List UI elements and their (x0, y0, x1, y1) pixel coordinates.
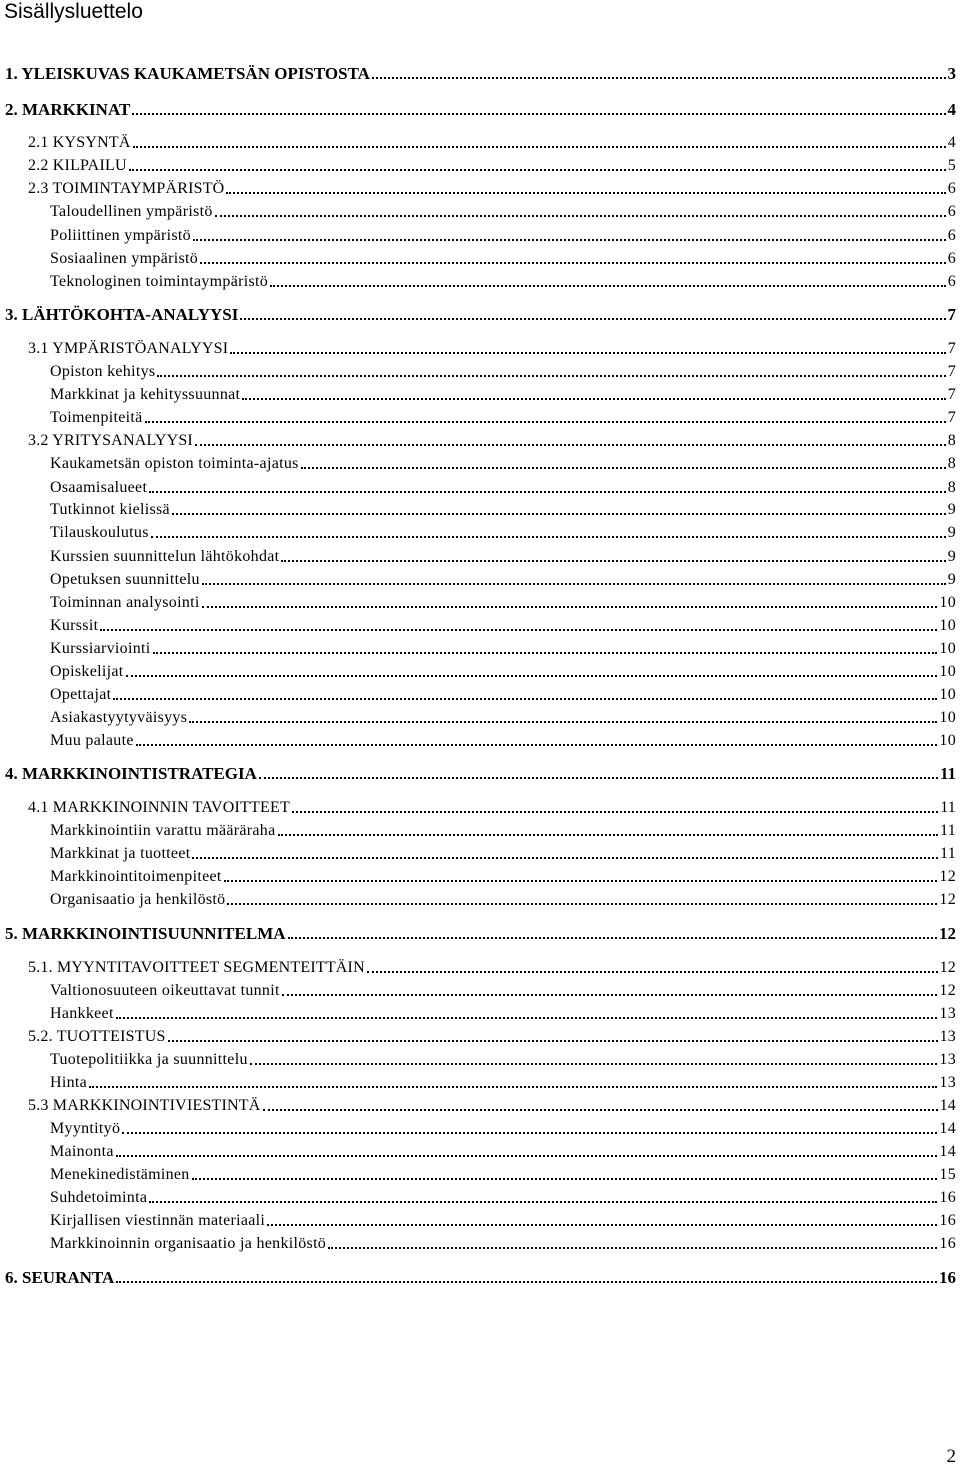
toc-entry-title: Asiakastyytyväisyys (50, 709, 188, 726)
toc-entry[interactable] (5, 923, 956, 945)
dot-leader (202, 606, 938, 608)
toc-entry-title: Osaamisalueet (50, 479, 148, 496)
dot-leader (215, 215, 946, 217)
dot-leader (149, 491, 945, 493)
toc-entry[interactable] (50, 407, 956, 429)
toc-entry-page: 10 (939, 640, 956, 657)
toc-entry-page: 10 (939, 617, 956, 634)
dot-leader (89, 1086, 937, 1088)
toc-entry[interactable] (5, 63, 956, 85)
dot-leader (122, 1132, 937, 1134)
toc-entry[interactable] (50, 980, 956, 1002)
toc-entry[interactable] (50, 546, 956, 568)
dot-leader (168, 1040, 938, 1042)
dot-leader (226, 192, 945, 194)
toc-entry-title: Tilauskoulutus (50, 524, 149, 541)
toc-entry-page: 9 (947, 571, 956, 588)
toc-entry-title: Opettajat (50, 686, 112, 703)
toc-entry-page: 7 (947, 363, 956, 380)
toc-entry-page: 4 (947, 100, 956, 119)
toc-entry-title: 5.3 MARKKINOINTIVIESTINTÄ (28, 1097, 261, 1114)
toc-entry-title: Opiskelijat (50, 663, 124, 680)
dot-leader (281, 560, 945, 562)
toc-entry[interactable] (50, 201, 956, 223)
toc-entry[interactable] (50, 1164, 956, 1186)
toc-entry[interactable] (5, 99, 956, 121)
toc-entry-page: 13 (939, 1051, 956, 1068)
dot-leader (149, 1201, 937, 1203)
toc-entry-title: Toimenpiteitä (50, 409, 143, 426)
toc-entry-title: Tutkinnot kielissä (50, 501, 170, 518)
toc-entry-page: 9 (947, 524, 956, 541)
toc-entry-page: 7 (947, 340, 956, 357)
toc-entry-page: 7 (947, 386, 956, 403)
toc-entry[interactable] (50, 499, 956, 521)
toc-entry-title: Markkinat ja tuotteet (50, 845, 191, 862)
toc-entry-page: 6 (947, 203, 956, 220)
toc-entry-page: 12 (939, 959, 956, 976)
toc-entry[interactable] (50, 661, 956, 683)
toc-entry[interactable] (28, 178, 956, 200)
dot-leader (270, 285, 946, 287)
toc-entry-title: Kaukametsän opiston toiminta-ajatus (50, 455, 299, 472)
toc-entry[interactable] (50, 1187, 956, 1209)
toc-entry-page: 6 (947, 227, 956, 244)
toc-entry[interactable] (50, 477, 956, 499)
toc-entry[interactable] (50, 820, 956, 842)
toc-entry-page: 11 (939, 845, 956, 862)
toc-entry-page: 10 (939, 709, 956, 726)
toc-entry-page: 15 (939, 1166, 956, 1183)
dot-leader (263, 1109, 938, 1111)
toc-entry-title: Mainonta (50, 1143, 114, 1160)
dot-leader (116, 1017, 938, 1019)
dot-leader (267, 1224, 937, 1226)
toc-entry-title: 3.2 YRITYSANALYYSI (28, 432, 193, 449)
toc-entry[interactable] (50, 730, 956, 752)
toc-entry[interactable] (28, 797, 956, 819)
toc-entry[interactable] (50, 569, 956, 591)
dot-leader (100, 629, 937, 631)
toc-entry-page: 6 (947, 273, 956, 290)
toc-entry[interactable] (50, 361, 956, 383)
dot-leader (200, 262, 946, 264)
toc-entry-title: Kirjallisen viestinnän materiaali (50, 1212, 266, 1229)
toc-entry-page: 14 (939, 1097, 956, 1114)
toc-entry-page: 11 (939, 822, 956, 839)
toc-entry-title: Hankkeet (50, 1005, 114, 1022)
toc-entry-title: Kurssien suunnittelun lähtökohdat (50, 548, 280, 565)
toc-entry-page: 12 (939, 891, 956, 908)
toc-entry-title: Organisaatio ja henkilöstö (50, 891, 226, 908)
toc-entry-title: 2.1 KYSYNTÄ (28, 134, 131, 151)
toc-entry-page: 7 (947, 305, 956, 324)
dot-leader (301, 467, 946, 469)
toc-entry-page: 12 (939, 982, 956, 999)
toc-entry-page: 11 (939, 764, 956, 783)
toc-entry[interactable] (50, 1049, 956, 1071)
dot-leader (116, 1155, 938, 1157)
toc-entry-title: 2.2 KILPAILU (28, 157, 127, 174)
toc-entry-title: Sosiaalinen ympäristö (50, 250, 199, 267)
toc-entry-page: 9 (947, 501, 956, 518)
toc-entry-page: 12 (939, 868, 956, 885)
toc-entry-title: Tuotepolitiikka ja suunnittelu (50, 1051, 248, 1068)
toc-entry[interactable] (50, 866, 956, 888)
dot-leader (202, 583, 946, 585)
toc-entry[interactable] (28, 155, 956, 177)
toc-entry-title: Markkinoinnin organisaatio ja henkilöstö (50, 1235, 327, 1252)
toc-entry[interactable] (50, 1003, 956, 1025)
dot-leader (129, 169, 946, 171)
toc-entry-page: 6 (947, 180, 956, 197)
toc-entry[interactable] (50, 522, 956, 544)
toc-entry-title: Muu palaute (50, 732, 134, 749)
toc-entry-title: 2.3 TOIMINTAYMPÄRISTÖ (28, 180, 225, 197)
toc-entry-page: 14 (939, 1143, 956, 1160)
toc-entry-page: 13 (939, 1005, 956, 1022)
toc-entry[interactable] (50, 271, 956, 293)
toc-entry[interactable] (50, 1141, 956, 1163)
toc-entry-page: 16 (939, 1212, 956, 1229)
dot-leader (133, 146, 946, 148)
toc-entry[interactable] (5, 763, 956, 785)
toc-entry-title: 3. LÄHTÖKOHTA-ANALYYSI (5, 305, 239, 324)
toc-entry-title: 4.1 MARKKINOINNIN TAVOITTEET (28, 799, 290, 816)
dot-leader (328, 1247, 937, 1249)
toc-entry-title: Hinta (50, 1074, 88, 1091)
dot-leader (367, 971, 938, 973)
toc-entry[interactable] (5, 304, 956, 326)
toc-entry-title: Markkinat ja kehityssuunnat (50, 386, 241, 403)
toc-entry-title: Toiminnan analysointi (50, 594, 200, 611)
dot-leader (153, 652, 938, 654)
toc-entry-title: 5. MARKKINOINTISUUNNITELMA (5, 924, 286, 943)
toc-entry-page: 16 (939, 1268, 956, 1287)
toc-entry[interactable] (50, 843, 956, 865)
dot-leader (192, 857, 938, 859)
dot-leader (189, 721, 937, 723)
toc-entry-title: Kurssiarviointi (50, 640, 151, 657)
toc-entry-page: 3 (947, 64, 956, 83)
toc-entry-title: 5.2. TUOTTEISTUS (28, 1028, 166, 1045)
dot-leader (157, 375, 945, 377)
toc-entry-page: 13 (939, 1028, 956, 1045)
toc-entry[interactable] (50, 1210, 956, 1232)
dot-leader (116, 1281, 937, 1283)
dot-leader (372, 77, 946, 79)
toc-entry-page: 5 (947, 157, 956, 174)
dot-leader (259, 777, 938, 779)
toc-entry[interactable] (50, 889, 956, 911)
dot-leader (126, 675, 938, 677)
toc-entry-title: Poliittinen ympäristö (50, 227, 191, 244)
toc-entry-title: Menekinedistäminen (50, 1166, 190, 1183)
toc-entry-title: 3.1 YMPÄRISTÖANALYYSI (28, 340, 229, 357)
dot-leader (227, 903, 937, 905)
toc-entry-title: 4. MARKKINOINTISTRATEGIA (5, 764, 257, 783)
toc-entry-title: 2. MARKKINAT (5, 100, 131, 119)
toc-entry-title: Markkinointitoimenpiteet (50, 868, 222, 885)
page-number: 2 (946, 1446, 956, 1467)
toc-entry-page: 16 (939, 1235, 956, 1252)
toc-entry[interactable] (28, 957, 956, 979)
toc-entry[interactable] (28, 1095, 956, 1117)
toc-entry[interactable] (50, 384, 956, 406)
toc-entry-page: 8 (947, 479, 956, 496)
toc-entry[interactable] (50, 1233, 956, 1255)
toc-entry[interactable] (5, 1267, 956, 1289)
toc-entry-title: 5.1. MYYNTITAVOITTEET SEGMENTEITTÄIN (28, 959, 365, 976)
toc-entry-title: Teknologinen toimintaympäristö (50, 273, 269, 290)
dot-leader (193, 239, 946, 241)
toc-entry[interactable] (50, 684, 956, 706)
toc-entry[interactable] (50, 1118, 956, 1140)
toc-entry[interactable] (50, 248, 956, 270)
toc-entry[interactable] (50, 707, 956, 729)
toc-entry[interactable] (50, 225, 956, 247)
toc-entry-title: Opetuksen suunnittelu (50, 571, 200, 588)
dot-leader (250, 1063, 938, 1065)
toc-entry[interactable] (50, 638, 956, 660)
page-title: Sisällysluettelo (4, 0, 143, 23)
toc-entry[interactable] (28, 1026, 956, 1048)
toc-entry-title: Suhdetoiminta (50, 1189, 148, 1206)
dot-leader (230, 352, 946, 354)
toc-entry-page: 12 (939, 924, 956, 943)
toc-entry-title: Opiston kehitys (50, 363, 156, 380)
dot-leader (151, 536, 946, 538)
toc-entry-title: Kurssit (50, 617, 99, 634)
toc-entry-title: Markkinointiin varattu määräraha (50, 822, 276, 839)
dot-leader (224, 880, 938, 882)
dot-leader (282, 994, 938, 996)
dot-leader (192, 1178, 938, 1180)
dot-leader (113, 698, 937, 700)
toc-entry[interactable] (28, 338, 956, 360)
toc-entry-page: 10 (939, 663, 956, 680)
toc-entry-title: 6. SEURANTA (5, 1268, 115, 1287)
toc-entry-page: 8 (947, 432, 956, 449)
toc-entry[interactable] (50, 615, 956, 637)
dot-leader (195, 444, 946, 446)
dot-leader (172, 513, 946, 515)
toc-entry-page: 11 (940, 799, 956, 816)
toc-entry[interactable] (28, 430, 956, 452)
toc-entry-title: Myyntityö (50, 1120, 121, 1137)
toc-entry-page: 10 (939, 594, 956, 611)
toc-entry[interactable] (50, 453, 956, 475)
toc-entry-title: 1. YLEISKUVAS KAUKAMETSÄN OPISTOSTA (5, 64, 370, 83)
toc-entry-title: Valtionosuuteen oikeuttavat tunnit (50, 982, 280, 999)
dot-leader (288, 937, 937, 939)
dot-leader (240, 318, 945, 320)
toc-entry-page: 13 (939, 1074, 956, 1091)
dot-leader (145, 421, 946, 423)
toc-entry-page: 6 (947, 250, 956, 267)
toc-entry[interactable] (28, 132, 956, 154)
dot-leader (132, 113, 945, 115)
toc-entry-page: 16 (939, 1189, 956, 1206)
toc-entry-page: 14 (939, 1120, 956, 1137)
toc-entry-page: 9 (947, 548, 956, 565)
toc-entry-page: 7 (947, 409, 956, 426)
dot-leader (278, 834, 938, 836)
toc-entry-page: 10 (939, 686, 956, 703)
toc-entry-page: 8 (947, 455, 956, 472)
toc-entry-page: 10 (939, 732, 956, 749)
dot-leader (242, 398, 945, 400)
toc-entry-title: Taloudellinen ympäristö (50, 203, 213, 220)
dot-leader (136, 744, 938, 746)
dot-leader (292, 811, 938, 813)
toc-entry[interactable] (50, 592, 956, 614)
toc-entry[interactable] (50, 1072, 956, 1094)
toc-entry-page: 4 (947, 134, 956, 151)
